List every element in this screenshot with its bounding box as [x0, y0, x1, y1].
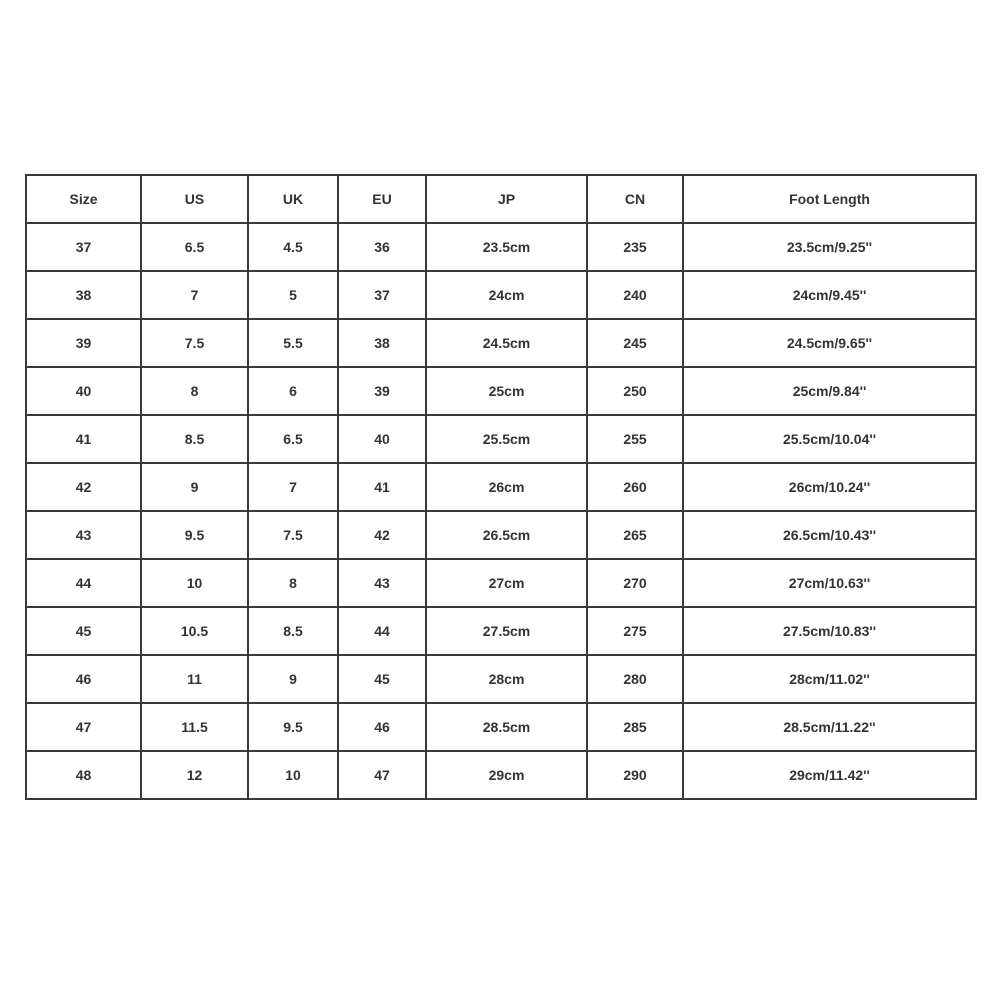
cell-jp: 25cm	[426, 367, 587, 415]
cell-cn: 280	[587, 655, 683, 703]
cell-jp: 26cm	[426, 463, 587, 511]
cell-jp: 29cm	[426, 751, 587, 799]
cell-eu: 45	[338, 655, 426, 703]
cell-eu: 47	[338, 751, 426, 799]
cell-uk: 5	[248, 271, 338, 319]
cell-size: 37	[26, 223, 141, 271]
cell-jp: 28.5cm	[426, 703, 587, 751]
cell-jp: 25.5cm	[426, 415, 587, 463]
cell-jp: 28cm	[426, 655, 587, 703]
cell-foot-length: 28.5cm/11.22''	[683, 703, 976, 751]
cell-us: 6.5	[141, 223, 248, 271]
cell-us: 8	[141, 367, 248, 415]
header-jp: JP	[426, 175, 587, 223]
cell-cn: 260	[587, 463, 683, 511]
cell-size: 42	[26, 463, 141, 511]
cell-jp: 27.5cm	[426, 607, 587, 655]
cell-jp: 27cm	[426, 559, 587, 607]
cell-uk: 6	[248, 367, 338, 415]
cell-eu: 39	[338, 367, 426, 415]
cell-us: 7	[141, 271, 248, 319]
cell-size: 38	[26, 271, 141, 319]
cell-uk: 4.5	[248, 223, 338, 271]
cell-eu: 46	[338, 703, 426, 751]
cell-cn: 250	[587, 367, 683, 415]
table-row	[26, 511, 976, 559]
table-row	[26, 607, 976, 655]
table-row	[26, 367, 976, 415]
header-row	[26, 175, 976, 223]
cell-cn: 255	[587, 415, 683, 463]
cell-cn: 235	[587, 223, 683, 271]
cell-cn: 270	[587, 559, 683, 607]
cell-eu: 41	[338, 463, 426, 511]
table-row	[26, 463, 976, 511]
cell-foot-length: 24.5cm/9.65''	[683, 319, 976, 367]
cell-us: 9.5	[141, 511, 248, 559]
cell-jp: 24.5cm	[426, 319, 587, 367]
table-row	[26, 703, 976, 751]
cell-uk: 7	[248, 463, 338, 511]
table-row	[26, 319, 976, 367]
table-row	[26, 271, 976, 319]
size-chart-body	[26, 223, 976, 799]
cell-size: 47	[26, 703, 141, 751]
cell-us: 7.5	[141, 319, 248, 367]
cell-eu: 42	[338, 511, 426, 559]
cell-foot-length: 24cm/9.45''	[683, 271, 976, 319]
header-size: Size	[26, 175, 141, 223]
size-chart-table	[25, 174, 977, 800]
cell-eu: 43	[338, 559, 426, 607]
cell-foot-length: 23.5cm/9.25''	[683, 223, 976, 271]
cell-foot-length: 26.5cm/10.43''	[683, 511, 976, 559]
cell-cn: 275	[587, 607, 683, 655]
cell-us: 9	[141, 463, 248, 511]
cell-cn: 290	[587, 751, 683, 799]
cell-size: 46	[26, 655, 141, 703]
cell-uk: 8.5	[248, 607, 338, 655]
table-row	[26, 751, 976, 799]
cell-uk: 7.5	[248, 511, 338, 559]
cell-us: 12	[141, 751, 248, 799]
cell-cn: 240	[587, 271, 683, 319]
cell-cn: 285	[587, 703, 683, 751]
cell-cn: 265	[587, 511, 683, 559]
header-foot-length: Foot Length	[683, 175, 976, 223]
header-eu: EU	[338, 175, 426, 223]
cell-size: 44	[26, 559, 141, 607]
header-us: US	[141, 175, 248, 223]
cell-cn: 245	[587, 319, 683, 367]
cell-uk: 8	[248, 559, 338, 607]
cell-uk: 10	[248, 751, 338, 799]
cell-jp: 26.5cm	[426, 511, 587, 559]
table-row	[26, 223, 976, 271]
cell-uk: 5.5	[248, 319, 338, 367]
cell-eu: 37	[338, 271, 426, 319]
cell-us: 10	[141, 559, 248, 607]
cell-foot-length: 29cm/11.42''	[683, 751, 976, 799]
cell-uk: 6.5	[248, 415, 338, 463]
cell-size: 43	[26, 511, 141, 559]
cell-size: 48	[26, 751, 141, 799]
table-row	[26, 415, 976, 463]
table-row	[26, 559, 976, 607]
cell-eu: 36	[338, 223, 426, 271]
cell-uk: 9	[248, 655, 338, 703]
cell-foot-length: 25cm/9.84''	[683, 367, 976, 415]
header-cn: CN	[587, 175, 683, 223]
cell-us: 8.5	[141, 415, 248, 463]
cell-size: 41	[26, 415, 141, 463]
cell-foot-length: 27cm/10.63''	[683, 559, 976, 607]
cell-us: 10.5	[141, 607, 248, 655]
cell-eu: 40	[338, 415, 426, 463]
cell-us: 11.5	[141, 703, 248, 751]
cell-size: 45	[26, 607, 141, 655]
cell-foot-length: 25.5cm/10.04''	[683, 415, 976, 463]
cell-jp: 24cm	[426, 271, 587, 319]
header-uk: UK	[248, 175, 338, 223]
cell-eu: 38	[338, 319, 426, 367]
table-row	[26, 655, 976, 703]
cell-us: 11	[141, 655, 248, 703]
cell-jp: 23.5cm	[426, 223, 587, 271]
cell-foot-length: 27.5cm/10.83''	[683, 607, 976, 655]
cell-foot-length: 26cm/10.24''	[683, 463, 976, 511]
cell-eu: 44	[338, 607, 426, 655]
cell-size: 39	[26, 319, 141, 367]
cell-uk: 9.5	[248, 703, 338, 751]
cell-size: 40	[26, 367, 141, 415]
cell-foot-length: 28cm/11.02''	[683, 655, 976, 703]
